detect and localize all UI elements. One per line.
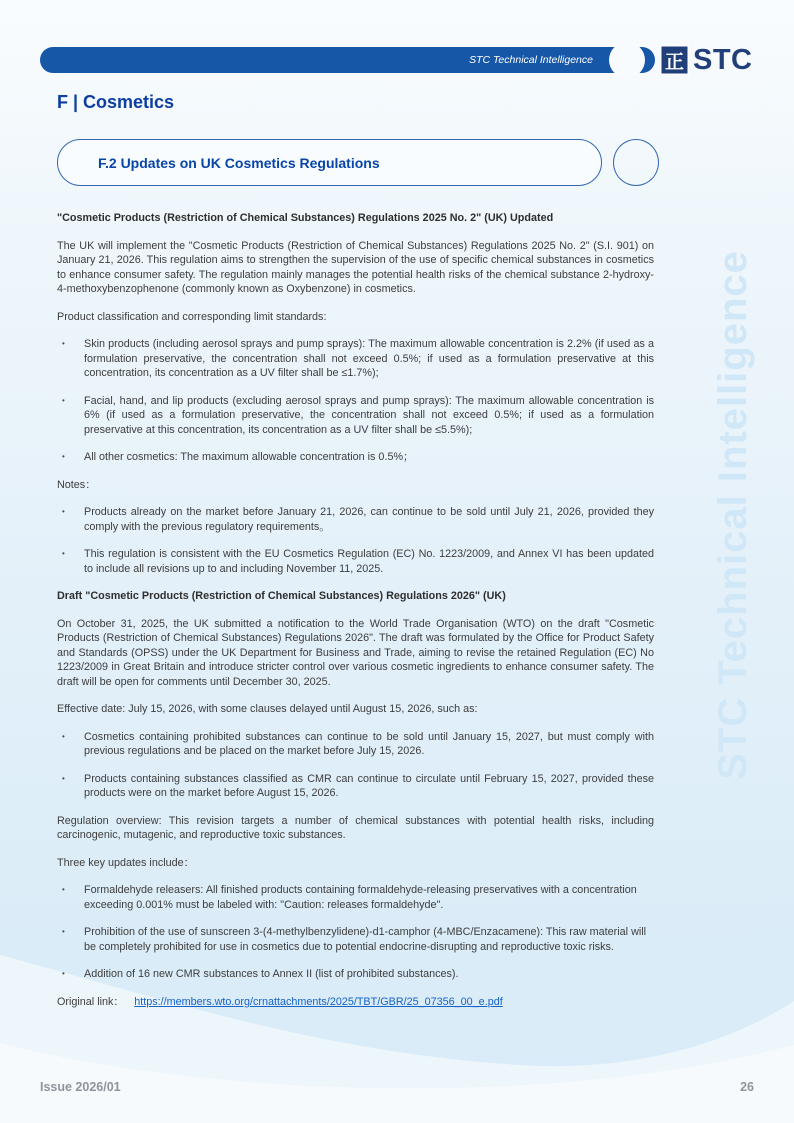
paragraph: On October 31, 2025, the UK submitted a notification to the World Trade Organisation (WTO) on the draft "Cosmetic Products (Restriction of Chemical Substances) Regulations 2026". The draft was formulated by the Office for Product Safety and Standards (OPSS) under the UK Department for Business and Trade, aiming to revise the retained Regulation (EC) No 1223/2009 in Great Britain and introduce stricter control over various cosmetic ingredients to enhance consumer safety. The draft will be open for comments until December 30, 2025. (57, 617, 654, 688)
bullet-item (57, 337, 654, 381)
bullet-text: Products containing substances classified as CMR can continue to circulate until February 15, 2027, provided these products were on the market before August 15, 2026. (84, 772, 654, 799)
banner (57, 139, 602, 186)
paragraph: Regulation overview: This revision targets a number of chemical substances with potential health risks, including carcinogenic, mutagenic, and reproductive toxic substances. (57, 814, 654, 841)
bullet-icon: • (62, 969, 65, 978)
paragraph: Product classification and corresponding limit standards: (57, 310, 327, 323)
bullet-text: All other cosmetics: The maximum allowable concentration is 0.5%； (84, 451, 414, 463)
bullet-list-key-updates (57, 883, 654, 982)
article-heading-1: "Cosmetic Products (Restriction of Chemical Substances) Regulations 2025 No. 2" (UK) Updated (57, 212, 554, 224)
bullet-list-limits (57, 337, 654, 465)
bullet-item (57, 730, 654, 759)
bullet-text: Products already on the market before January 21, 2026, can continue to be sold until July 21, 2026, provided they comply with the previous regulatory requirements。 (84, 506, 654, 533)
bullet-item (57, 547, 654, 576)
original-link[interactable]: https://members.wto.org/crnattachments/2025/TBT/GBR/25_07356_00_e.pdf (134, 995, 503, 1008)
bullet-icon: • (62, 927, 65, 936)
bullet-text: Cosmetics containing prohibited substances can continue to be sold until January 15, 2027, but must comply with previous regulations and be placed on the market before July 15, 2026. (84, 730, 654, 757)
paragraph: Three key updates include： (57, 856, 195, 869)
stc-logo-mark-icon: 正 (660, 45, 689, 75)
bullet-icon: • (62, 507, 65, 516)
bullet-icon: • (62, 885, 65, 894)
original-link-row (57, 995, 654, 1010)
bullet-icon: • (62, 339, 65, 348)
footer (40, 1080, 754, 1094)
paragraph: Effective date: July 15, 2026, with some clauses delayed until August 15, 2026, such as: (57, 703, 478, 715)
bullet-icon: • (62, 452, 65, 461)
section-title: F | Cosmetics (57, 92, 175, 112)
stc-logo (660, 45, 753, 75)
bullet-text: Skin products (including aerosol sprays and pump sprays): The maximum allowable concentration is 2.2% (if used as a formulation preservative, the concentration shall not exceed 0.5%; if used as a formulation preservative at this concentration, its concentration as a UV filter shall be ≤1.7%); (84, 338, 654, 379)
header-notch-decoration (609, 42, 645, 78)
footer-issue: Issue 2026/01 (40, 1080, 121, 1094)
bullet-icon: Prohibition of the use of sunscreen 3-(4-methylbenzylidene)-d1-camphor (4-MBC/Enzacamene): This raw material will be completely prohibited for use in cosmetics due to potential endocrine-disrupting and reproductive toxic risks. (84, 926, 647, 953)
bullet-text: Facial, hand, and lip products (excluding aerosol sprays and pump sprays): The maximum allowable concentration is 6% (if used as a formulation preservative, the concentration shall not exceed 0.5%; if used as a formulation preservative at this concentration, its concentration as a UV filter shall be ≤5.5%); (84, 394, 654, 436)
bullet-item (57, 967, 654, 982)
bullet-item (57, 925, 654, 954)
bullet-text: Addition of 16 new CMR substances to Annex II (list of prohibited substances). (84, 968, 459, 980)
footer-page-number: 26 (740, 1080, 754, 1094)
header-bar (40, 47, 655, 73)
bullet-text: This regulation is consistent with the EU Cosmetics Regulation (EC) No. 1223/2009, and Annex VI has been updated to include all revisions up to and including November 11, 2025. (84, 548, 654, 575)
bullet-list-notes (57, 505, 654, 576)
paragraph: The UK will implement the "Cosmetic Products (Restriction of Chemical Substances) Regulations 2025 No. 2" (S.I. 901) on January 21, 2026. This regulation aims to strengthen the supervision of the use of specific chemical substances in cosmetics to enhance consumer safety. The regulation mainly manages the potential health risks of the chemical substance 2-hydroxy-4-methoxybenzophenone (commonly known as Oxybenzone) in cosmetics. (57, 239, 654, 295)
banner-title: F.2 Updates on UK Cosmetics Regulations (98, 154, 380, 171)
bullet-icon: • (62, 731, 65, 741)
bullet-item (57, 394, 654, 438)
notes-label: Notes： (57, 478, 97, 491)
bullet-text: Formaldehyde releasers: All finished products containing formaldehyde-releasing preservatives with a concentration exceeding 0.001% must be labeled with: "Caution: releases formaldehyde". (84, 884, 637, 911)
bullet-list-dates (57, 730, 654, 801)
bullet-item (57, 450, 654, 465)
stc-logo-wordmark: STC (693, 44, 753, 76)
article-body (57, 211, 654, 1022)
original-link-label: Original link： (57, 995, 125, 1008)
bullet-item (57, 505, 654, 534)
banner-circle-decoration (613, 139, 659, 186)
article-heading-2: Draft "Cosmetic Products (Restriction of Chemical Substances) Regulations 2026" (UK) (57, 590, 506, 602)
header-bar-label: STC Technical Intelligence (469, 54, 593, 66)
bullet-icon: • (62, 395, 65, 405)
bullet-item (57, 772, 654, 801)
bullet-icon: • (62, 549, 65, 558)
bullet-item (57, 883, 654, 912)
bullet-icon: • (62, 773, 65, 783)
watermark-text: STC Technical Intelligence (711, 250, 755, 780)
